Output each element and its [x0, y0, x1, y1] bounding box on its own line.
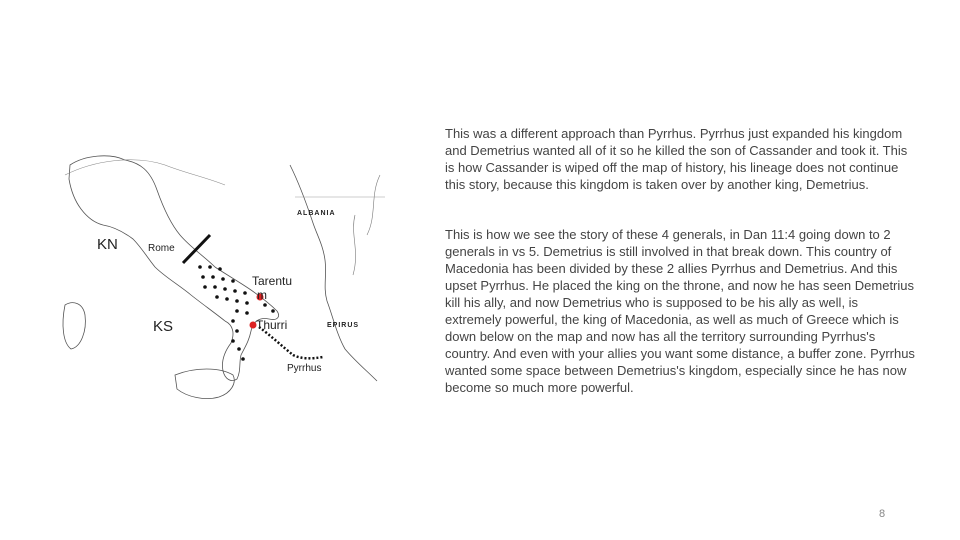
label-tarentum-2: m	[257, 288, 267, 302]
map-of-italy-and-epirus	[55, 135, 385, 413]
label-rome: Rome	[148, 243, 175, 254]
map-drawing	[55, 135, 385, 413]
paragraph-2: This is how we see the story of these 4 generals, in Dan 11:4 going down to 2 generals in vs 5. Demetrius is still involved in that break down. This country of Macedonia has been divided by these 2 allies Pyrrhus and Demetrius. And this upset Pyrrhus. He placed the king on the throne, and now he has seen Demetrius kill his ally, and now Demetrius who is supposed to be his ally as well, is extremely powerful, the king of Macedonia, as well as much of Greece which is down below on the map and now has all the territory surrounding Pyrrhus's country. And even with your allies you want some distance, a buffer zone. Pyrrhus wanted some space between Demetrius's kingdom, especially since he has now become so much more powerful.	[445, 227, 915, 395]
italy-outline	[69, 156, 279, 381]
label-pyrrhus: Pyrrhus	[287, 363, 322, 374]
paragraph-1: This was a different approach than Pyrrhus. Pyrrhus just expanded his kingdom and Demetrius wanted all of it so he killed the son of Cassander and took it. This is how Cassander is wiped off the map of history, his lineage does not continue this story, because this kingdom is taken over by another king, Demetrius.	[445, 126, 908, 192]
sicily-outline	[175, 369, 234, 399]
label-epirus: EPIRUS	[327, 322, 360, 329]
page-number: 8	[878, 508, 886, 520]
label-ks: KS	[153, 318, 174, 335]
river-1	[353, 215, 356, 275]
label-kn: KN	[97, 236, 118, 253]
balkan-coast	[290, 165, 377, 381]
river-2	[367, 175, 380, 235]
label-albania: ALBANIA	[297, 210, 336, 217]
label-thurii: Thurri	[256, 318, 288, 332]
sardinia-outline	[63, 303, 85, 349]
label-tarentum-1: Tarentu	[252, 274, 293, 288]
alps-line	[65, 160, 225, 185]
